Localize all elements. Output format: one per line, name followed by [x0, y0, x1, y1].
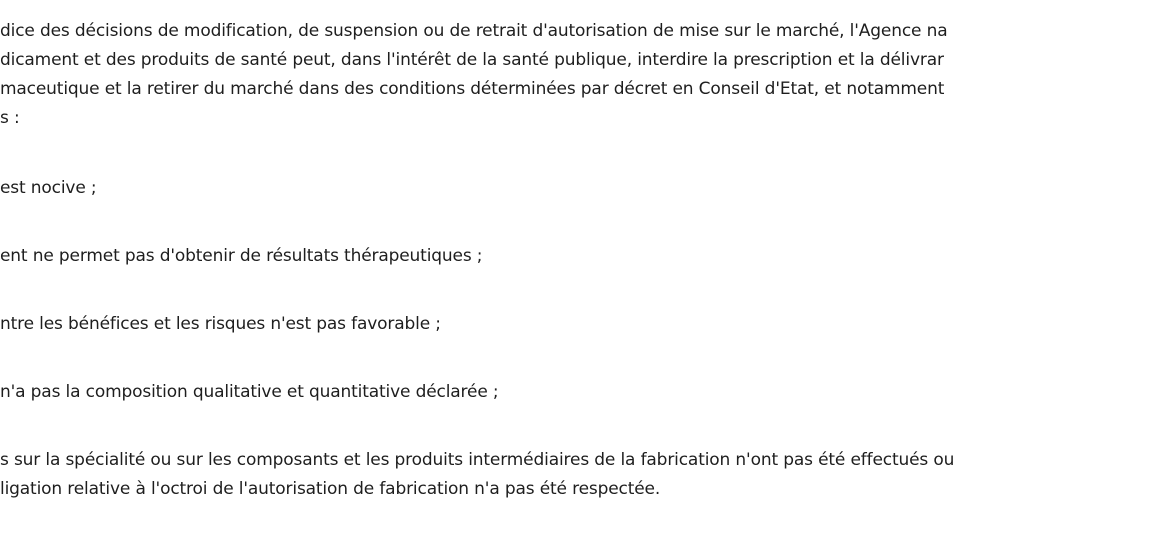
list-item: n'a pas la composition qualitative et quantitative déclarée ;: [0, 382, 499, 402]
list-item: ntre les bénéfices et les risques n'est pas favorable ;: [0, 314, 441, 334]
list-item: est nocive ;: [0, 178, 97, 198]
paragraph-line-2: dicament et des produits de santé peut, dans l'intérêt de la santé publique, interdire la prescription et la délivrar: [0, 50, 944, 70]
paragraph-line-1: dice des décisions de modification, de suspension ou de retrait d'autorisation de mise sur le marché, l'Agence na: [0, 21, 948, 41]
paragraph-line-3: maceutique et la retirer du marché dans des conditions déterminées par décret en Conseil d'Etat, et notamment: [0, 79, 945, 99]
list-item-line-1: s sur la spécialité ou sur les composants et les produits intermédiaires de la fabrication n'ont pas été effectués ou: [0, 450, 955, 470]
list-item: ent ne permet pas d'obtenir de résultats thérapeutiques ;: [0, 246, 483, 266]
paragraph-line-4: s :: [0, 108, 20, 128]
list-item-line-2: ligation relative à l'octroi de l'autorisation de fabrication n'a pas été respectée.: [0, 479, 661, 499]
